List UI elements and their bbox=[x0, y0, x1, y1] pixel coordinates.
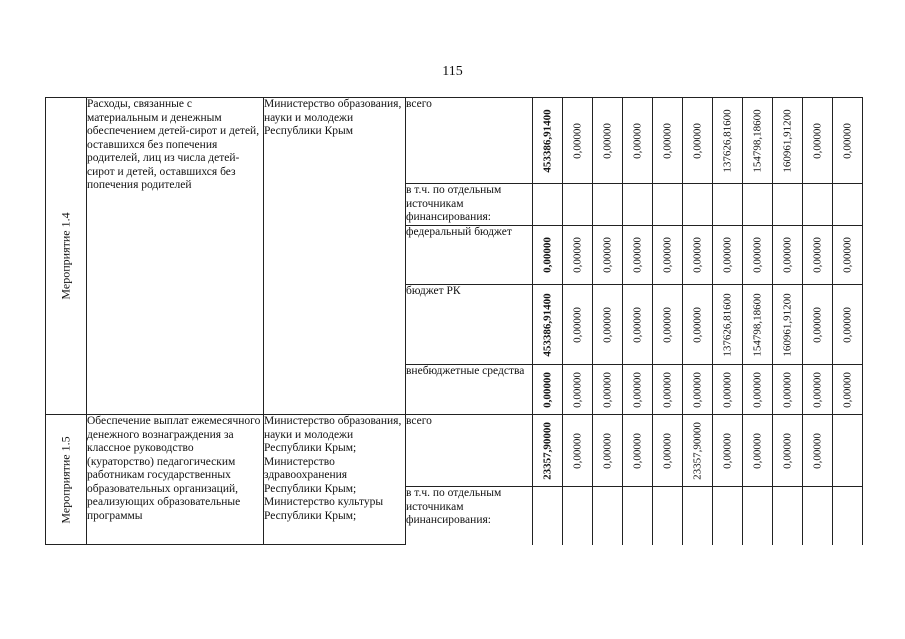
value-text: 0,00000 bbox=[600, 432, 613, 469]
value-cell bbox=[833, 184, 863, 226]
value-cell bbox=[653, 226, 683, 285]
value-cell bbox=[743, 365, 773, 415]
value-cell bbox=[533, 285, 563, 365]
value-text: 0,00000 bbox=[660, 122, 673, 159]
value-text: 0,00000 bbox=[570, 432, 583, 469]
value-text: 0,00000 bbox=[660, 306, 673, 343]
value-cell bbox=[563, 184, 593, 226]
value-cell bbox=[623, 285, 653, 365]
value-text: 0,00000 bbox=[810, 432, 823, 469]
value-text: 0,00000 bbox=[720, 237, 733, 273]
value-text: 0,00000 bbox=[660, 371, 673, 408]
value-text: 0,00000 bbox=[780, 371, 793, 408]
value-cell bbox=[713, 285, 743, 365]
value-cell bbox=[833, 98, 863, 184]
event-description: Расходы, связанные с материальным и денежным обеспечением детей-сирот и детей, оставшихся без попечения родителей, лиц из числа детей-сирот и детей, оставшихся без попечения родителей bbox=[87, 98, 264, 415]
funding-source: внебюджетные средства bbox=[406, 365, 533, 415]
funding-source: всего bbox=[406, 98, 533, 184]
value-cell bbox=[803, 226, 833, 285]
value-text: 0,00000 bbox=[600, 237, 613, 273]
value-text: 0,00000 bbox=[630, 432, 643, 469]
value-cell bbox=[803, 98, 833, 184]
value-text: 0,00000 bbox=[630, 122, 643, 159]
value-text: 0,00000 bbox=[750, 237, 763, 273]
value-cell bbox=[623, 365, 653, 415]
event-id-cell bbox=[46, 98, 87, 415]
value-cell bbox=[803, 365, 833, 415]
value-cell bbox=[683, 226, 713, 285]
value-cell bbox=[803, 285, 833, 365]
value-cell bbox=[593, 487, 623, 545]
funding-table bbox=[45, 97, 863, 545]
value-text: 0,00000 bbox=[810, 237, 823, 273]
value-cell bbox=[593, 415, 623, 487]
value-cell bbox=[833, 487, 863, 545]
value-text: 160961,91200 bbox=[780, 292, 793, 357]
value-text: 0,00000 bbox=[630, 371, 643, 408]
value-text: 0,00000 bbox=[630, 306, 643, 343]
table-row bbox=[46, 98, 863, 184]
value-text: 0,00000 bbox=[630, 237, 643, 273]
value-cell bbox=[743, 415, 773, 487]
value-cell bbox=[533, 487, 563, 545]
value-cell bbox=[773, 487, 803, 545]
value-cell bbox=[653, 184, 683, 226]
value-cell bbox=[743, 226, 773, 285]
funding-source: федеральный бюджет bbox=[406, 226, 533, 285]
value-text: 0,00000 bbox=[720, 432, 733, 469]
value-cell bbox=[803, 184, 833, 226]
value-text: 0,00000 bbox=[750, 371, 763, 408]
page-number: 115 bbox=[442, 64, 463, 79]
value-cell bbox=[773, 226, 803, 285]
value-text: 0,00000 bbox=[600, 122, 613, 159]
value-cell bbox=[773, 184, 803, 226]
value-cell bbox=[683, 285, 713, 365]
value-cell bbox=[773, 415, 803, 487]
funding-source: всего bbox=[406, 415, 533, 487]
value-text: 137626,81600 bbox=[720, 292, 733, 357]
value-text: 0,00000 bbox=[570, 237, 583, 273]
value-cell bbox=[743, 98, 773, 184]
value-cell bbox=[593, 98, 623, 184]
event-executor: Министерство образования, науки и молодежи Республики Крым bbox=[264, 98, 406, 415]
value-text: 0,00000 bbox=[750, 432, 763, 469]
value-cell bbox=[803, 487, 833, 545]
value-cell bbox=[593, 285, 623, 365]
value-text: 0,00000 bbox=[810, 122, 823, 159]
value-cell bbox=[533, 98, 563, 184]
value-cell bbox=[653, 98, 683, 184]
value-cell bbox=[713, 184, 743, 226]
funding-source: в т.ч. по отдельным источникам финансирования: bbox=[406, 487, 533, 545]
value-cell bbox=[683, 487, 713, 545]
value-cell bbox=[533, 415, 563, 487]
value-text: 0,00000 bbox=[660, 237, 673, 273]
value-text: 0,00000 bbox=[570, 371, 583, 408]
value-cell bbox=[653, 415, 683, 487]
value-cell bbox=[773, 285, 803, 365]
event-id: Мероприятие 1.5 bbox=[58, 435, 73, 524]
value-text: 154798,18600 bbox=[750, 108, 763, 173]
value-cell bbox=[713, 415, 743, 487]
value-cell bbox=[713, 487, 743, 545]
value-cell bbox=[623, 98, 653, 184]
value-text: 0,00000 bbox=[690, 237, 703, 273]
value-text: 0,00000 bbox=[570, 306, 583, 343]
value-cell bbox=[623, 226, 653, 285]
value-text: 0,00000 bbox=[540, 371, 553, 408]
value-text: 154798,18600 bbox=[750, 292, 763, 357]
value-text: 23357,90000 bbox=[690, 421, 703, 480]
value-cell bbox=[563, 415, 593, 487]
value-text: 0,00000 bbox=[810, 306, 823, 343]
value-cell bbox=[683, 98, 713, 184]
value-text: 0,00000 bbox=[810, 371, 823, 408]
value-text: 0,00000 bbox=[840, 122, 853, 159]
value-cell bbox=[563, 98, 593, 184]
value-text: 453386,91400 bbox=[540, 108, 553, 173]
value-text: 0,00000 bbox=[600, 371, 613, 408]
value-cell bbox=[803, 415, 833, 487]
value-text: 0,00000 bbox=[570, 122, 583, 159]
value-text: 0,00000 bbox=[600, 306, 613, 343]
value-cell bbox=[683, 184, 713, 226]
value-cell bbox=[593, 365, 623, 415]
value-cell bbox=[653, 487, 683, 545]
value-cell bbox=[833, 226, 863, 285]
value-cell bbox=[533, 184, 563, 226]
value-cell bbox=[593, 184, 623, 226]
value-cell bbox=[533, 226, 563, 285]
value-cell bbox=[743, 487, 773, 545]
value-cell bbox=[623, 184, 653, 226]
value-text: 0,00000 bbox=[690, 306, 703, 343]
value-cell bbox=[623, 487, 653, 545]
value-cell bbox=[833, 415, 863, 487]
value-text: 453386,91400 bbox=[540, 292, 553, 357]
value-text: 0,00000 bbox=[840, 371, 853, 408]
value-cell bbox=[773, 98, 803, 184]
value-cell bbox=[773, 365, 803, 415]
value-cell bbox=[563, 226, 593, 285]
value-text: 0,00000 bbox=[840, 306, 853, 343]
value-cell bbox=[743, 184, 773, 226]
value-text: 0,00000 bbox=[780, 432, 793, 469]
funding-source: в т.ч. по отдельным источникам финансирования: bbox=[406, 184, 533, 226]
value-text: 160961,91200 bbox=[780, 108, 793, 173]
value-cell bbox=[593, 226, 623, 285]
value-cell bbox=[653, 285, 683, 365]
value-text: 0,00000 bbox=[690, 122, 703, 159]
value-cell bbox=[683, 415, 713, 487]
value-text: 0,00000 bbox=[660, 432, 673, 469]
value-cell bbox=[833, 365, 863, 415]
value-text: 0,00000 bbox=[840, 237, 853, 273]
value-text: 137626,81600 bbox=[720, 108, 733, 173]
value-cell bbox=[713, 226, 743, 285]
value-cell bbox=[683, 365, 713, 415]
value-text: 0,00000 bbox=[540, 237, 553, 273]
value-cell bbox=[563, 285, 593, 365]
value-cell bbox=[743, 285, 773, 365]
value-cell bbox=[563, 487, 593, 545]
event-id-cell bbox=[46, 415, 87, 545]
value-cell bbox=[713, 98, 743, 184]
value-text: 23357,90000 bbox=[540, 421, 553, 480]
value-cell bbox=[833, 285, 863, 365]
event-description: Обеспечение выплат ежемесячного денежного вознаграждения за классное руководство (кураторство) педагогическим работникам государственных образовательных организаций, реализующих образовательные программы bbox=[87, 415, 264, 545]
funding-source: бюджет РК bbox=[406, 285, 533, 365]
event-executor: Министерство образования, науки и молодежи Республики Крым; Министерство здравоохранения Республики Крым; Министерство культуры Республики Крым; bbox=[264, 415, 406, 545]
value-text: 0,00000 bbox=[690, 371, 703, 408]
value-cell bbox=[623, 415, 653, 487]
value-cell bbox=[713, 365, 743, 415]
value-cell bbox=[563, 365, 593, 415]
event-id: Мероприятие 1.4 bbox=[58, 212, 73, 300]
value-text: 0,00000 bbox=[780, 237, 793, 273]
table-row bbox=[46, 415, 863, 487]
value-text: 0,00000 bbox=[720, 371, 733, 408]
value-cell bbox=[653, 365, 683, 415]
value-cell bbox=[533, 365, 563, 415]
